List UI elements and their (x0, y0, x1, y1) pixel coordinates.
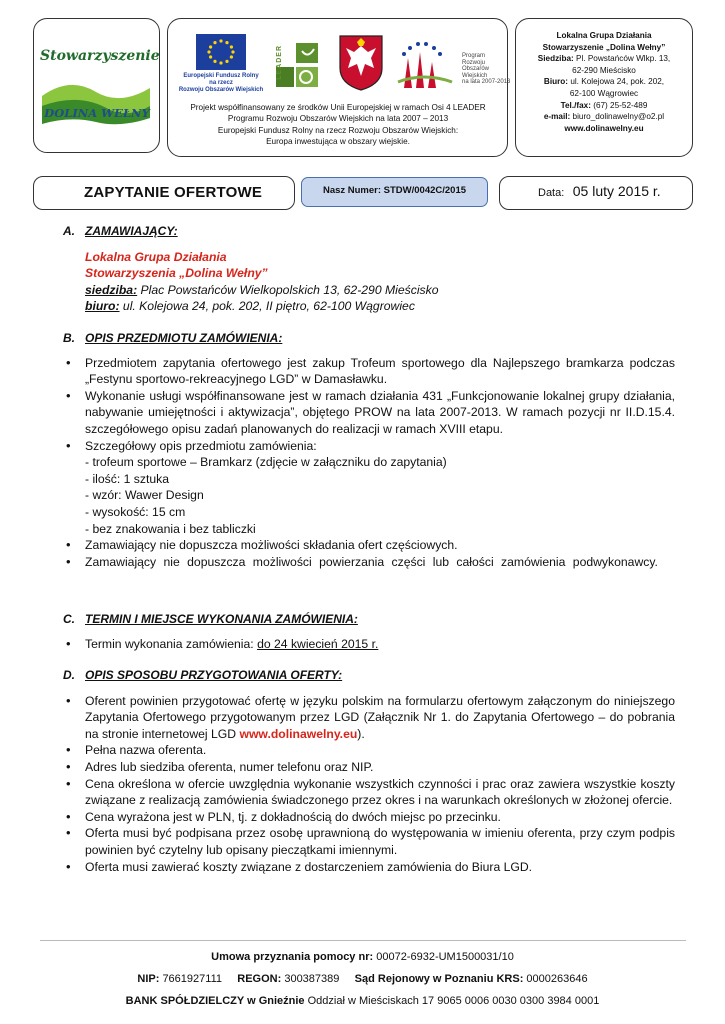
footer-umowa: Umowa przyznania pomocy nr: 00072-6932-UM1500031/10 (211, 951, 514, 963)
siedziba-line: siedziba: Plac Powstańców Wielkopolskich 13, 62-290 Mieścisko (85, 282, 439, 297)
list-item: • Oferent powinien przygotować ofertę w języku polskim na formularzu ofertowym załączonym do niniejszego Zapytania Ofertowego przygotowanym przez LGD (Załącznik Nr 1. do Zapytania Ofertowego – do pobrania na stronie internetowej LGD www.dolinawelny.eu). (63, 693, 675, 743)
section-a (63, 223, 675, 315)
list-item: • Zamawiający nie dopuszcza możliwości składania ofert częściowych. (63, 537, 675, 554)
section-c (63, 611, 675, 652)
hills-icon (40, 26, 160, 144)
logo-text-top: Stowarzyszenie (40, 48, 160, 64)
footer-divider (40, 940, 686, 941)
prow-logo-icon (394, 38, 456, 90)
list-item: • Oferta musi być podpisana przez osobę uprawnioną do występowania w imieniu oferenta, przy czym podpis powinien być czytelny lub opisany pieczątkami imiennymi. (63, 825, 675, 858)
document-number: Nasz Numer: STDW/0042C/2015 (322, 185, 467, 196)
stowarzyszenie-logo (40, 26, 160, 144)
list-item: • Cena wyrażona jest w PLN, tj. z dokładnością do dwóch miejsc po przecinku. (63, 809, 675, 826)
footer-bank: BANK SPÓŁDZIELCZY w Gnieźnie Oddział w Mieściskach 17 9065 0006 0030 0300 3984 0001 (125, 995, 600, 1007)
section-d-heading: D. OPIS SPOSOBU PRZYGOTOWANIA OFERTY: (63, 668, 343, 682)
project-info: Projekt współfinansowany ze środków Unii Europejskiej w ramach Osi 4 LEADER Programu Rozwoju Obszarów Wiejskich na lata 2007 – 2013 Europejski Fundusz Rolny na rzecz Rozwoju Obszarów Wiejskich: Europa inwestująca w obszary wiejskie. (190, 103, 486, 146)
list-item: • Termin wykonania zamówienia: do 24 kwiecień 2015 r. (63, 636, 675, 653)
website-link-inline[interactable]: www.dolinawelny.eu (239, 726, 358, 741)
list-item: • Wykonanie usługi współfinansowane jest w ramach działania 431 „Funkcjonowanie lokalnej grupy działania, nabywanie umiejętności i aktywizacja”, objętego PROW na lata 2007-2013. W ramach pozycji nr II.D.15.4. szczegółowego opisu zadań planowanych do realizacji w ramach XVIII etapu. (63, 388, 675, 438)
section-b-heading: B. OPIS PRZEDMIOTU ZAMÓWIENIA: (63, 331, 283, 345)
org-name-line1: Lokalna Grupa Działania (85, 249, 227, 264)
biuro-line: biuro: ul. Kolejowa 24, pok. 202, II piętro, 62-100 Wągrowiec (85, 299, 415, 314)
list-item: • Przedmiotem zapytania ofertowego jest zakup Trofeum sportowego dla Najlepszego bramkarza podczas „Festynu sportowo-rekreacyjnego LGD” w Damasławku. (63, 355, 675, 388)
document-title: ZAPYTANIE OFERTOWE (84, 184, 263, 201)
footer (0, 946, 725, 1012)
list-item: • Pełna nazwa oferenta. (63, 742, 675, 759)
contact-info: Lokalna Grupa Działania Stowarzyszenie „Dolina Wełny” Siedziba: Pl. Powstańców Wlkp. 13, 62-290 Mieścisko Biuro: ul. Kolejowa 24, pok. 202, 62-100 Wągrowiec Tel./fax: (67) 25-52-489 e-mail: biuro_dolinawelny@o2.pl www.dolinawelny.eu (517, 30, 691, 134)
list-item: • Szczegółowy opis przedmiotu zamówienia: - trofeum sportowe – Bramkarz (zdjęcie w załączniku do zapytania) - ilość: 1 sztuka - wzór: Wawer Design - wysokość: 15 cm - bez znakowania i bez tabliczki (63, 438, 675, 538)
list-item: • Cena określona w ofercie uwzględnia wykonanie wszystkich czynności i prac oraz zawiera wszystkie koszty związane z realizacją zamówienia świadczonego przez okres i na warunkach określonych w złożonej ofercie. (63, 776, 675, 809)
list-item: • Oferta musi zawierać koszty związane z dostarczeniem zamówienia do Biura LGD. (63, 859, 675, 876)
footer-registry: NIP: 7661927111 REGON: 300387389 Sąd Rejonowy w Poznaniu KRS: 0000263646 (137, 973, 588, 985)
leader-label: LEADER (276, 45, 283, 80)
website-link[interactable]: www.dolinawelny.eu (564, 123, 644, 133)
eu-flag-icon (196, 34, 246, 70)
section-c-heading: C. TERMIN I MIEJSCE WYKONANIA ZAMÓWIENIA: (63, 612, 358, 626)
date-label: Data: (538, 187, 565, 199)
logo-text-bottom: DOLINA WEŁNY (44, 106, 150, 120)
coat-of-arms-icon (338, 34, 384, 92)
leader-logo-icon (268, 37, 323, 92)
section-b (63, 330, 675, 570)
list-item: • Zamawiający nie dopuszcza możliwości powierzania części lub całości zamówienia podwykonawcy. (63, 554, 675, 571)
email-link[interactable]: biuro_dolinawelny@o2.pl (572, 112, 665, 122)
prow-text: Program Rozwoju Obszarów Wiejskich na lata 2007-2013 (462, 53, 511, 86)
section-d (63, 667, 675, 875)
list-item: • Adres lub siedziba oferenta, numer telefonu oraz NIP. (63, 759, 675, 776)
date-line (538, 183, 661, 201)
eu-fund-text: Europejski Fundusz Rolny na rzecz Rozwoju Obszarów Wiejskich (178, 73, 264, 93)
org-name-line2: Stowarzyszenia „Dolina Wełny” (85, 266, 268, 281)
section-a-heading: A. ZAMAWIAJĄCY: (63, 224, 178, 238)
date-value: 05 luty 2015 r. (572, 183, 661, 199)
